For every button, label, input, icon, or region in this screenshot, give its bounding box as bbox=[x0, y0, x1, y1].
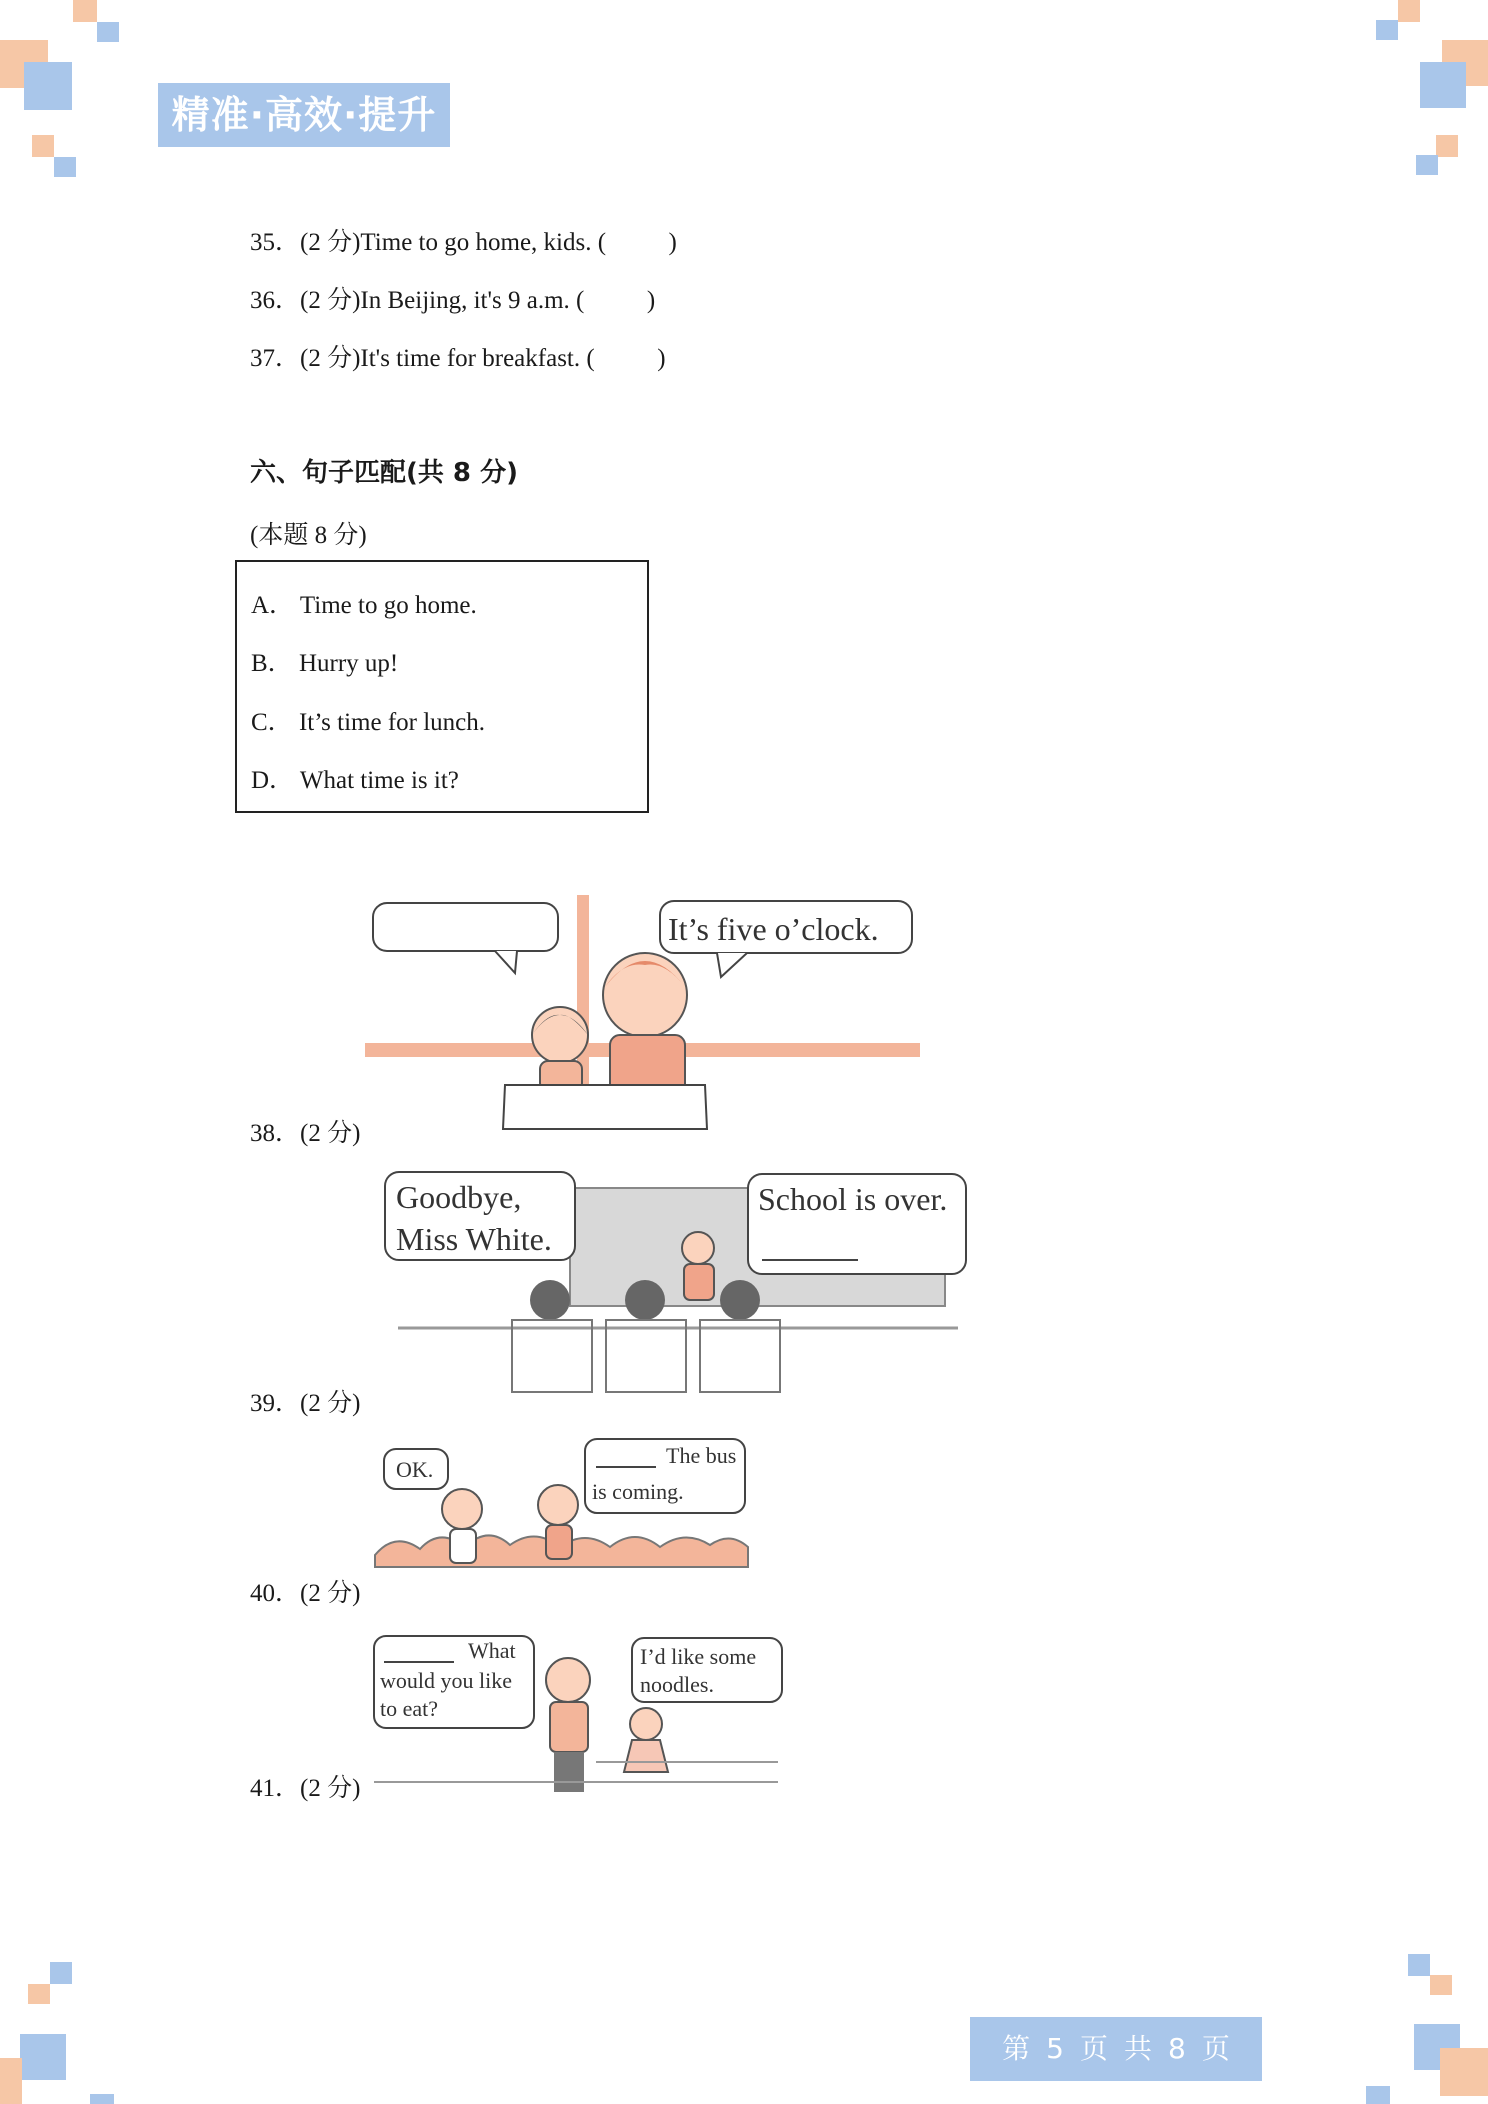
corner-decoration bbox=[1416, 155, 1438, 175]
corner-decoration bbox=[50, 1962, 72, 1984]
student-desk bbox=[512, 1320, 592, 1392]
girl-dress bbox=[624, 1740, 668, 1772]
header-banner: 精准·高效·提升 bbox=[158, 83, 450, 147]
corner-decoration bbox=[1436, 135, 1458, 157]
bubble-text: Goodbye, bbox=[396, 1179, 522, 1215]
question-36: 36．(2 分)In Beijing, it's 9 a.m. ( ) bbox=[250, 287, 656, 314]
bubble-text: What bbox=[468, 1638, 516, 1663]
student-head bbox=[625, 1280, 665, 1320]
corner-decoration bbox=[1440, 2048, 1488, 2096]
teacher-figure bbox=[603, 953, 687, 1037]
empty-speech-bubble bbox=[373, 903, 558, 951]
man-body bbox=[550, 1702, 588, 1752]
bubble-text: to eat? bbox=[380, 1696, 439, 1721]
boy-figure bbox=[538, 1485, 578, 1525]
teacher-figure bbox=[682, 1232, 714, 1264]
corner-decoration bbox=[1408, 1954, 1430, 1976]
corner-decoration bbox=[1366, 2086, 1390, 2104]
bubble-text: Miss White. bbox=[396, 1221, 552, 1257]
boy-body bbox=[546, 1525, 572, 1559]
corner-decoration bbox=[1430, 1975, 1452, 1995]
question-40-label: 40．(2 分) bbox=[250, 1580, 361, 1607]
corner-decoration bbox=[1398, 0, 1420, 22]
page-indicator: 第 5 页 共 8 页 bbox=[970, 2017, 1262, 2081]
corner-decoration bbox=[32, 135, 54, 157]
bubble-tail bbox=[717, 953, 747, 977]
girl-figure bbox=[630, 1708, 662, 1740]
corner-decoration bbox=[24, 62, 72, 110]
corner-decoration bbox=[1376, 20, 1398, 40]
bubble-text: The bus bbox=[666, 1443, 737, 1468]
section-note: (本题 8 分) bbox=[250, 522, 367, 549]
question-40-illustration bbox=[370, 1435, 755, 1595]
corner-decoration bbox=[90, 2094, 114, 2104]
student-desk bbox=[606, 1320, 686, 1392]
teacher-body bbox=[684, 1264, 714, 1300]
question-35: 35．(2 分)Time to go home, kids. ( ) bbox=[250, 229, 677, 256]
corner-decoration bbox=[73, 0, 97, 22]
question-41-illustration bbox=[370, 1632, 785, 1797]
bubble-text: School is over. bbox=[758, 1181, 948, 1217]
option-b: B． Hurry up! bbox=[251, 650, 399, 677]
section-title: 六、句子匹配(共 8 分) bbox=[250, 458, 518, 488]
corner-decoration bbox=[20, 2034, 66, 2080]
question-39-label: 39．(2 分) bbox=[250, 1390, 361, 1417]
student-head bbox=[530, 1280, 570, 1320]
question-38-label: 38．(2 分) bbox=[250, 1120, 361, 1147]
corner-decoration bbox=[54, 157, 76, 177]
question-37: 37．(2 分)It's time for breakfast. ( ) bbox=[250, 345, 666, 372]
student-head bbox=[720, 1280, 760, 1320]
corner-decoration bbox=[28, 1984, 50, 2004]
corner-decoration bbox=[0, 2058, 22, 2104]
bubble-tail bbox=[495, 951, 517, 973]
boy-body bbox=[450, 1529, 476, 1563]
corner-decoration bbox=[97, 22, 119, 42]
boy-figure bbox=[442, 1489, 482, 1529]
question-39-illustration bbox=[380, 1168, 975, 1400]
option-d: D． What time is it? bbox=[251, 767, 459, 794]
child-figure bbox=[532, 1007, 588, 1063]
bubble-text: It’s five o’clock. bbox=[668, 911, 879, 947]
option-a: A． Time to go home. bbox=[251, 592, 477, 619]
bubble-text: is coming. bbox=[592, 1479, 684, 1504]
bubble-text: I’d like some bbox=[640, 1644, 757, 1669]
desk bbox=[503, 1085, 707, 1129]
man-figure bbox=[546, 1658, 590, 1702]
corner-decoration bbox=[1420, 62, 1466, 108]
man-legs bbox=[554, 1752, 584, 1792]
question-38-illustration bbox=[365, 895, 925, 1135]
question-41-label: 41．(2 分) bbox=[250, 1775, 361, 1802]
bubble-text: OK. bbox=[396, 1457, 434, 1482]
bubble-text: noodles. bbox=[640, 1672, 714, 1697]
student-desk bbox=[700, 1320, 780, 1392]
options-box bbox=[235, 560, 649, 813]
option-c: C． It’s time for lunch. bbox=[251, 709, 486, 736]
bubble-text: would you like bbox=[380, 1668, 512, 1693]
